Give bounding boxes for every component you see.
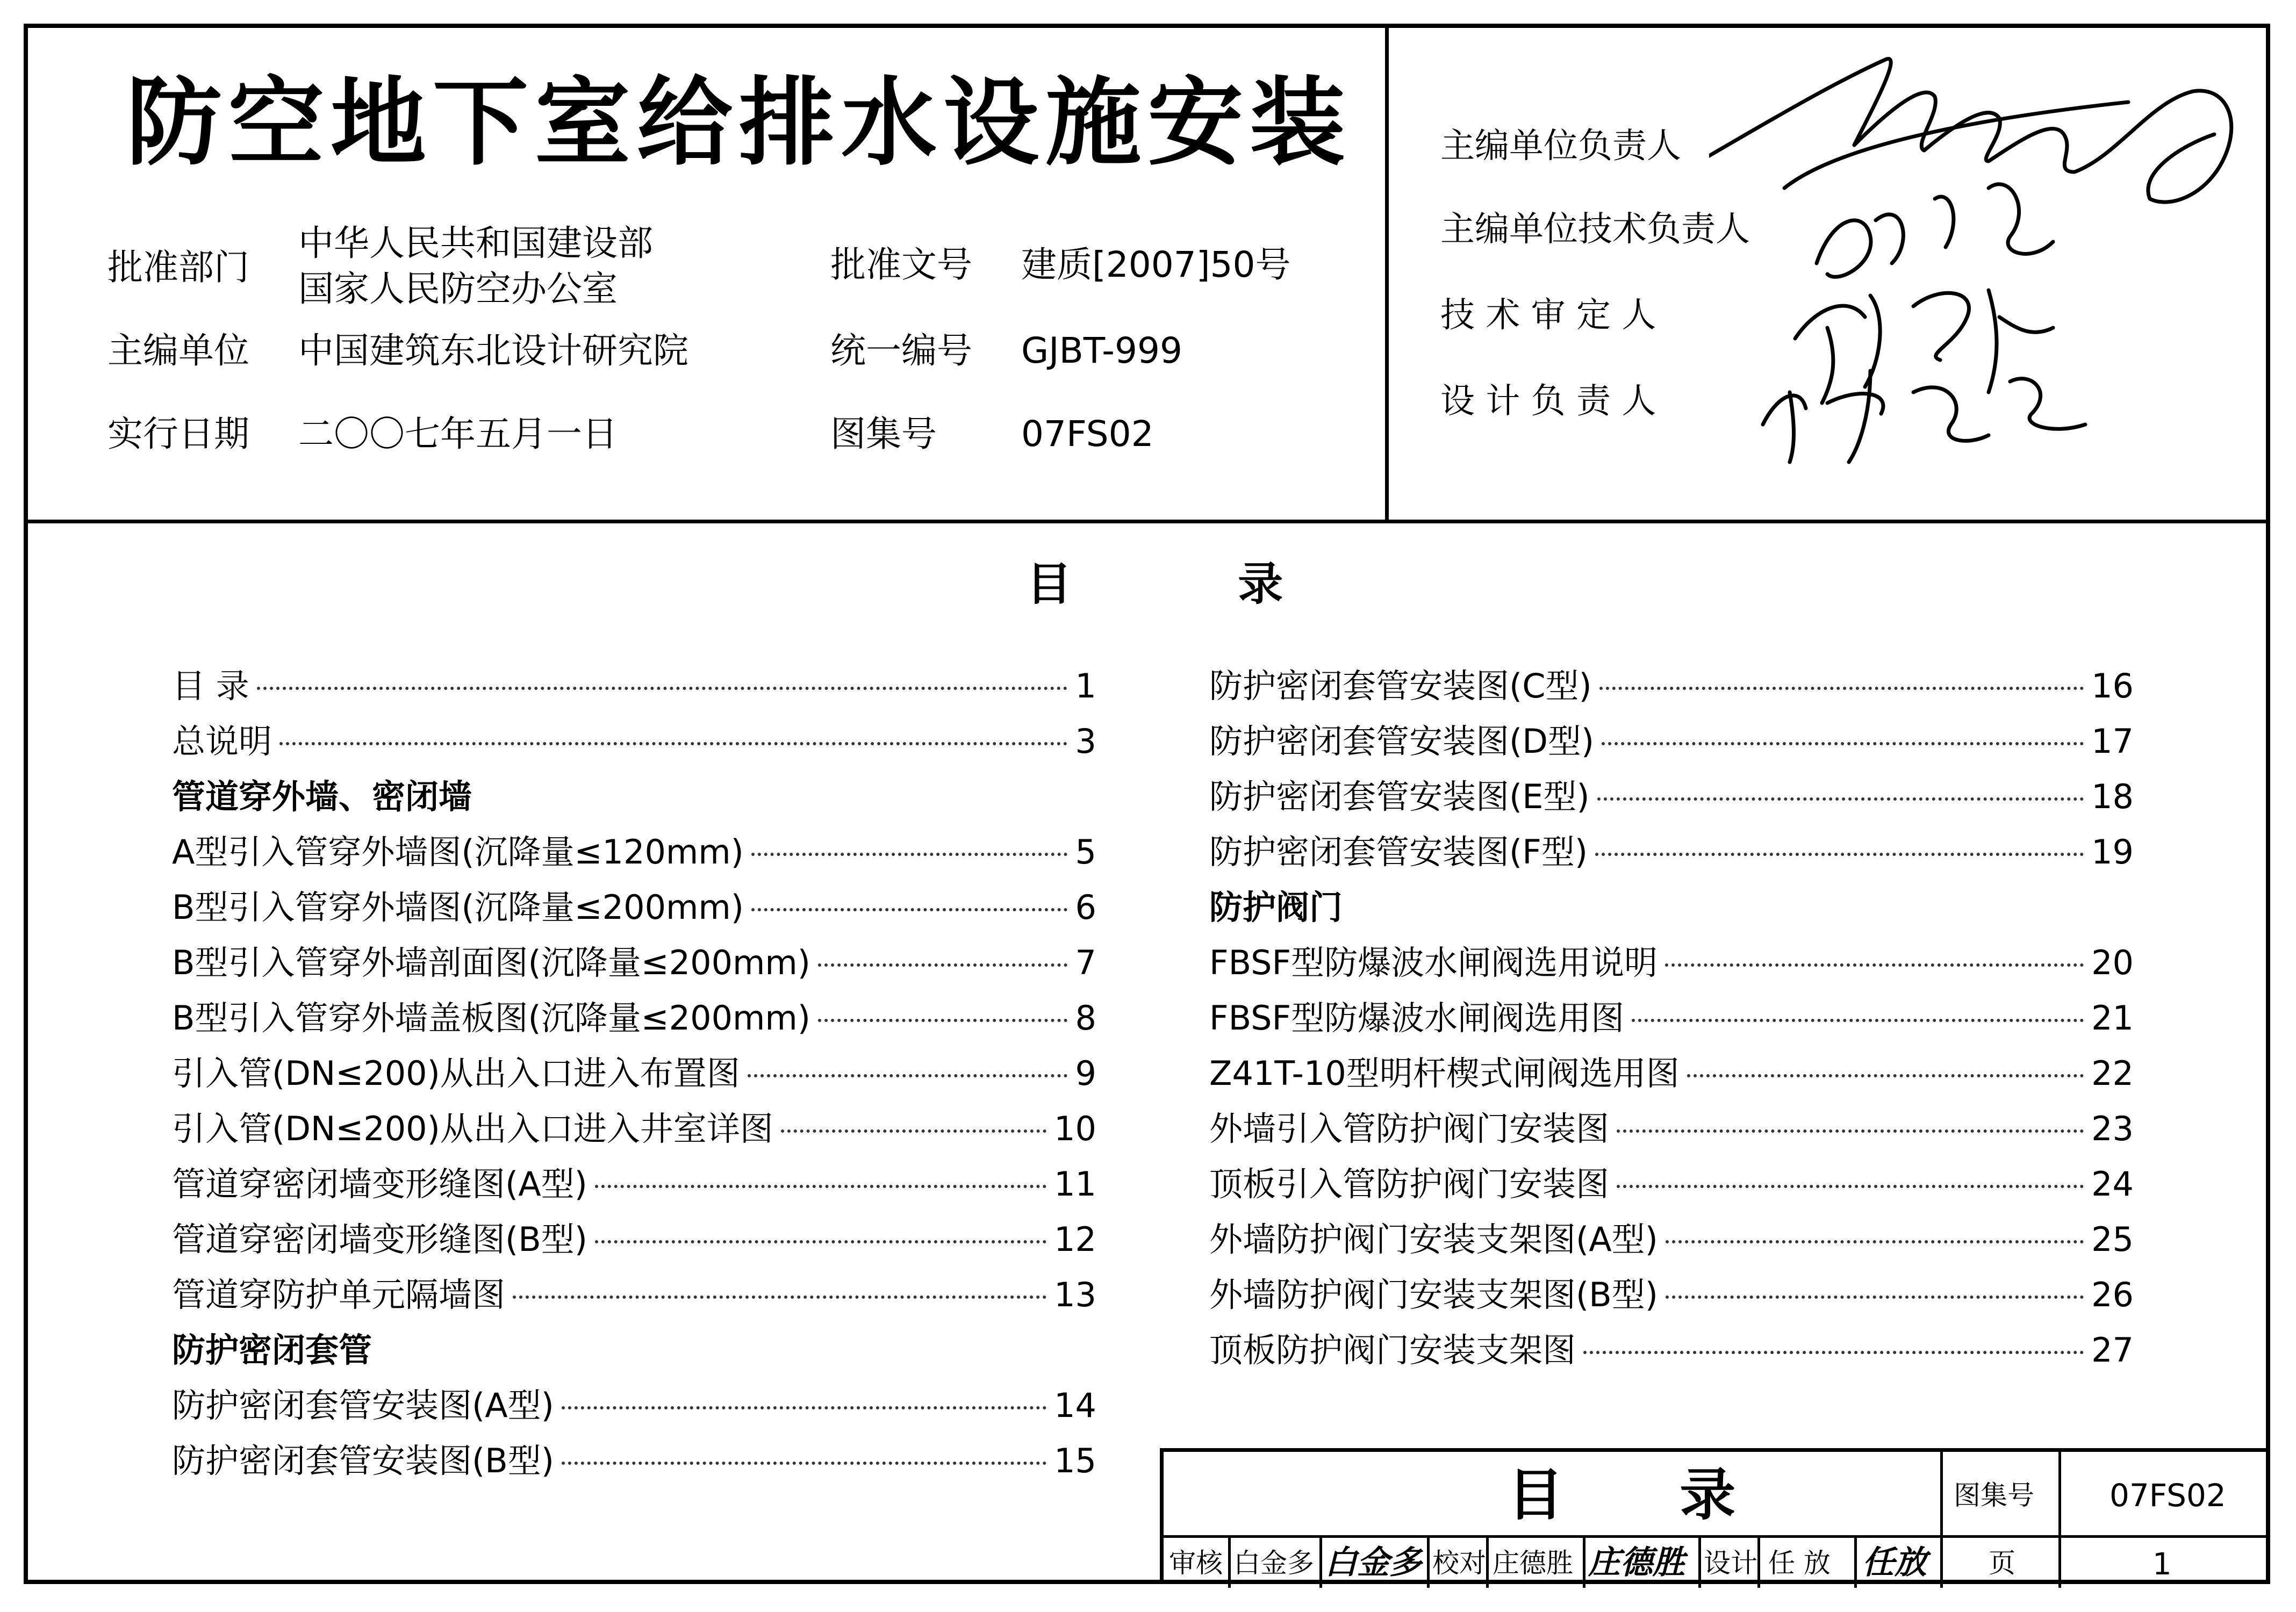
toc-leader-dots bbox=[257, 687, 1067, 690]
toc-entry-title: 引入管(DN≤200)从出入口进入布置图 bbox=[172, 1054, 740, 1093]
toc-section-heading bbox=[172, 769, 1096, 824]
toc-entry-page: 25 bbox=[2091, 1220, 2134, 1259]
toc-entry-page: 12 bbox=[1054, 1220, 1096, 1259]
title-block-vline bbox=[1319, 1535, 1322, 1588]
toc-entry bbox=[172, 714, 1096, 769]
toc-entry-title: 顶板引入管防护阀门安装图 bbox=[1209, 1164, 1610, 1204]
atlas-no-value: 07FS02 bbox=[1021, 413, 1154, 455]
toc-leader-dots bbox=[562, 1462, 1046, 1465]
toc-entry bbox=[1209, 1267, 2134, 1322]
toc-section-heading bbox=[172, 1322, 1096, 1378]
toc-entry-title: 管道穿密闭墙变形缝图(A型) bbox=[172, 1164, 587, 1204]
toc-entry bbox=[1209, 1156, 2134, 1212]
toc-entry bbox=[1209, 658, 2134, 714]
toc-entry-page: 20 bbox=[2091, 943, 2134, 982]
toc-leader-dots bbox=[1597, 797, 2084, 801]
review-signature: 白金多 bbox=[1325, 1544, 1422, 1581]
effective-date-label: 实行日期 bbox=[107, 413, 249, 455]
toc-entry-page: 6 bbox=[1075, 888, 1096, 927]
toc-leader-dots bbox=[595, 1185, 1046, 1188]
toc-leader-dots bbox=[1666, 1296, 2084, 1299]
toc-entry-title: 防护密闭套管安装图(E型) bbox=[1209, 777, 1590, 816]
toc-leader-dots bbox=[1617, 1185, 2084, 1188]
toc-entry bbox=[1209, 1322, 2134, 1378]
toc-entry-page: 13 bbox=[1054, 1275, 1096, 1314]
toc-leader-dots bbox=[1665, 963, 2084, 967]
toc-leader-dots bbox=[1687, 1074, 2084, 1077]
toc-entry bbox=[1209, 1046, 2134, 1101]
toc-entry-title: 防护密闭套管安装图(C型) bbox=[1209, 666, 1592, 706]
toc-entry-title: 防护阀门 bbox=[1209, 888, 1343, 927]
toc-left-column bbox=[172, 658, 1096, 1488]
approval-dept-value-2: 国家人民防空办公室 bbox=[298, 268, 618, 310]
atlas-no-label: 图集号 bbox=[1954, 1480, 2034, 1511]
handwritten-signatures bbox=[1709, 38, 2247, 467]
toc-entry-page: 10 bbox=[1054, 1109, 1096, 1148]
toc-entry-page: 21 bbox=[2091, 998, 2134, 1038]
toc-leader-dots bbox=[818, 963, 1067, 967]
toc-leader-dots bbox=[1632, 1019, 2084, 1022]
toc-entry-page: 18 bbox=[2091, 777, 2134, 816]
title-block-vline bbox=[1940, 1452, 1943, 1588]
toc-entry-page: 5 bbox=[1075, 832, 1096, 872]
approval-no-label: 批准文号 bbox=[830, 244, 972, 285]
toc-entry-page: 22 bbox=[2091, 1054, 2134, 1093]
toc-leader-dots bbox=[279, 742, 1067, 745]
title-block-vline bbox=[1228, 1535, 1231, 1588]
check-signature: 庄德胜 bbox=[1588, 1544, 1685, 1581]
toc-leader-dots bbox=[781, 1129, 1046, 1133]
toc-entry-title: 总说明 bbox=[172, 722, 272, 761]
toc-entry-page: 9 bbox=[1075, 1054, 1096, 1093]
toc-entry-title: 外墙防护阀门安装支架图(B型) bbox=[1209, 1275, 1658, 1314]
approval-dept-value-1: 中华人民共和国建设部 bbox=[298, 222, 653, 264]
unified-no-label: 统一编号 bbox=[830, 330, 972, 371]
toc-entry-title: 防护密闭套管安装图(F型) bbox=[1209, 832, 1588, 872]
toc-leader-dots bbox=[748, 1074, 1067, 1077]
toc-entry-page: 1 bbox=[1075, 666, 1096, 706]
toc-entry-page: 24 bbox=[2091, 1164, 2134, 1204]
toc-entry bbox=[172, 1433, 1096, 1488]
toc-leader-dots bbox=[1666, 1240, 2084, 1243]
toc-leader-dots bbox=[751, 853, 1067, 856]
toc-entry bbox=[172, 1046, 1096, 1101]
toc-entry-page: 16 bbox=[2091, 666, 2134, 706]
toc-leader-dots bbox=[1595, 853, 2084, 856]
toc-entry bbox=[1209, 990, 2134, 1046]
title-block-title: 目 录 bbox=[1508, 1462, 1784, 1528]
page-title: 防空地下室给排水设施安装 bbox=[126, 67, 1352, 178]
toc-leader-dots bbox=[513, 1296, 1046, 1299]
toc-entry-title: 防护密闭套管 bbox=[172, 1330, 372, 1370]
toc-entry-title: B型引入管穿外墙剖面图(沉降量≤200mm) bbox=[172, 943, 810, 982]
toc-entry-title: B型引入管穿外墙盖板图(沉降量≤200mm) bbox=[172, 998, 810, 1038]
toc-entry-page: 11 bbox=[1054, 1164, 1096, 1204]
design-name: 任 放 bbox=[1768, 1548, 1831, 1579]
title-block-vline bbox=[1757, 1535, 1760, 1588]
responsible-label-tech: 主编单位技术负责人 bbox=[1440, 210, 1750, 249]
toc-entry-title: 管道穿防护单元隔墙图 bbox=[172, 1275, 506, 1314]
toc-entry-title: 顶板防护阀门安装支架图 bbox=[1209, 1330, 1576, 1370]
toc-leader-dots bbox=[1599, 687, 2084, 690]
toc-entry-title: B型引入管穿外墙图(沉降量≤200mm) bbox=[172, 888, 744, 927]
header-divider-horizontal bbox=[28, 520, 2266, 523]
toc-leader-dots bbox=[1617, 1129, 2084, 1133]
page-number: 1 bbox=[2152, 1547, 2172, 1582]
approval-no-value: 建质[2007]50号 bbox=[1021, 244, 1291, 285]
toc-entry-title: 目 录 bbox=[172, 666, 249, 706]
review-name: 白金多 bbox=[1233, 1548, 1314, 1579]
toc-entry bbox=[172, 658, 1096, 714]
toc-right-column bbox=[1209, 658, 2134, 1378]
header-divider-vertical bbox=[1385, 28, 1389, 520]
title-block-divider bbox=[1164, 1535, 2270, 1538]
toc-entry-page: 3 bbox=[1075, 722, 1096, 761]
page-label: 页 bbox=[1989, 1548, 2015, 1579]
toc-entry-title: 管道穿密闭墙变形缝图(B型) bbox=[172, 1220, 587, 1259]
review-label: 审核 bbox=[1169, 1548, 1223, 1579]
toc-entry-page: 14 bbox=[1054, 1386, 1096, 1425]
title-block-vline bbox=[1427, 1535, 1430, 1588]
toc-entry-page: 23 bbox=[2091, 1109, 2134, 1148]
toc-entry-title: 外墙防护阀门安装支架图(A型) bbox=[1209, 1220, 1658, 1259]
toc-entry bbox=[1209, 714, 2134, 769]
toc-entry-page: 7 bbox=[1075, 943, 1096, 982]
toc-entry bbox=[1209, 824, 2134, 880]
toc-leader-dots bbox=[1583, 1351, 2084, 1354]
toc-entry bbox=[1209, 1101, 2134, 1156]
toc-entry-title: A型引入管穿外墙图(沉降量≤120mm) bbox=[172, 832, 744, 872]
toc-entry bbox=[172, 1212, 1096, 1267]
toc-entry-page: 17 bbox=[2091, 722, 2134, 761]
toc-entry-page: 27 bbox=[2091, 1330, 2134, 1370]
toc-entry bbox=[172, 824, 1096, 880]
toc-entry-title: Z41T-10型明杆楔式闸阀选用图 bbox=[1209, 1054, 1680, 1093]
check-label: 校对 bbox=[1432, 1548, 1486, 1579]
toc-entry-title: 引入管(DN≤200)从出入口进入井室详图 bbox=[172, 1109, 773, 1148]
title-block bbox=[1160, 1448, 2270, 1584]
toc-entry bbox=[1209, 769, 2134, 824]
toc-entry bbox=[172, 1101, 1096, 1156]
title-block-vline bbox=[2058, 1452, 2061, 1588]
atlas-no-value: 07FS02 bbox=[2110, 1477, 2226, 1514]
toc-heading: 目 录 bbox=[1027, 558, 1359, 610]
toc-entry-page: 15 bbox=[1054, 1441, 1096, 1480]
toc-entry-page: 8 bbox=[1075, 998, 1096, 1038]
title-block-vline bbox=[1583, 1535, 1585, 1588]
toc-entry bbox=[172, 1378, 1096, 1433]
toc-leader-dots bbox=[562, 1406, 1046, 1409]
toc-entry bbox=[172, 935, 1096, 990]
unified-no-value: GJBT-999 bbox=[1021, 330, 1182, 371]
toc-entry bbox=[172, 1156, 1096, 1212]
toc-leader-dots bbox=[751, 908, 1067, 911]
title-block-vline bbox=[1698, 1535, 1701, 1588]
approval-dept-label: 批准部门 bbox=[107, 247, 249, 288]
toc-entry-title: FBSF型防爆波水闸阀选用图 bbox=[1209, 998, 1625, 1038]
toc-entry-title: FBSF型防爆波水闸阀选用说明 bbox=[1209, 943, 1658, 982]
responsible-label-chief: 主编单位负责人 bbox=[1440, 126, 1681, 166]
toc-section-heading bbox=[1209, 880, 2134, 935]
toc-entry bbox=[172, 990, 1096, 1046]
toc-entry bbox=[172, 1267, 1096, 1322]
toc-leader-dots bbox=[818, 1019, 1067, 1022]
toc-entry-title: 外墙引入管防护阀门安装图 bbox=[1209, 1109, 1610, 1148]
design-signature: 任放 bbox=[1862, 1544, 1927, 1581]
effective-date-value: 二〇〇七年五月一日 bbox=[298, 413, 618, 455]
title-block-vline bbox=[1486, 1535, 1489, 1588]
toc-entry-page: 26 bbox=[2091, 1275, 2134, 1314]
responsible-label-design: 设 计 负 责 人 bbox=[1440, 382, 1656, 421]
design-label: 设计 bbox=[1704, 1548, 1757, 1579]
toc-leader-dots bbox=[1602, 742, 2084, 745]
editor-unit-value: 中国建筑东北设计研究院 bbox=[298, 330, 688, 371]
title-block-vline bbox=[1854, 1535, 1857, 1588]
toc-entry-title: 防护密闭套管安装图(D型) bbox=[1209, 722, 1595, 761]
toc-entry bbox=[172, 880, 1096, 935]
toc-entry bbox=[1209, 935, 2134, 990]
toc-entry-title: 防护密闭套管安装图(A型) bbox=[172, 1386, 554, 1425]
editor-unit-label: 主编单位 bbox=[107, 330, 249, 371]
check-name: 庄德胜 bbox=[1493, 1548, 1573, 1579]
toc-entry-title: 防护密闭套管安装图(B型) bbox=[172, 1441, 554, 1480]
toc-entry bbox=[1209, 1212, 2134, 1267]
toc-entry-page: 19 bbox=[2091, 832, 2134, 872]
toc-entry-title: 管道穿外墙、密闭墙 bbox=[172, 777, 472, 816]
atlas-no-label: 图集号 bbox=[830, 413, 937, 455]
toc-leader-dots bbox=[595, 1240, 1046, 1243]
responsible-label-review: 技 术 审 定 人 bbox=[1440, 296, 1656, 335]
